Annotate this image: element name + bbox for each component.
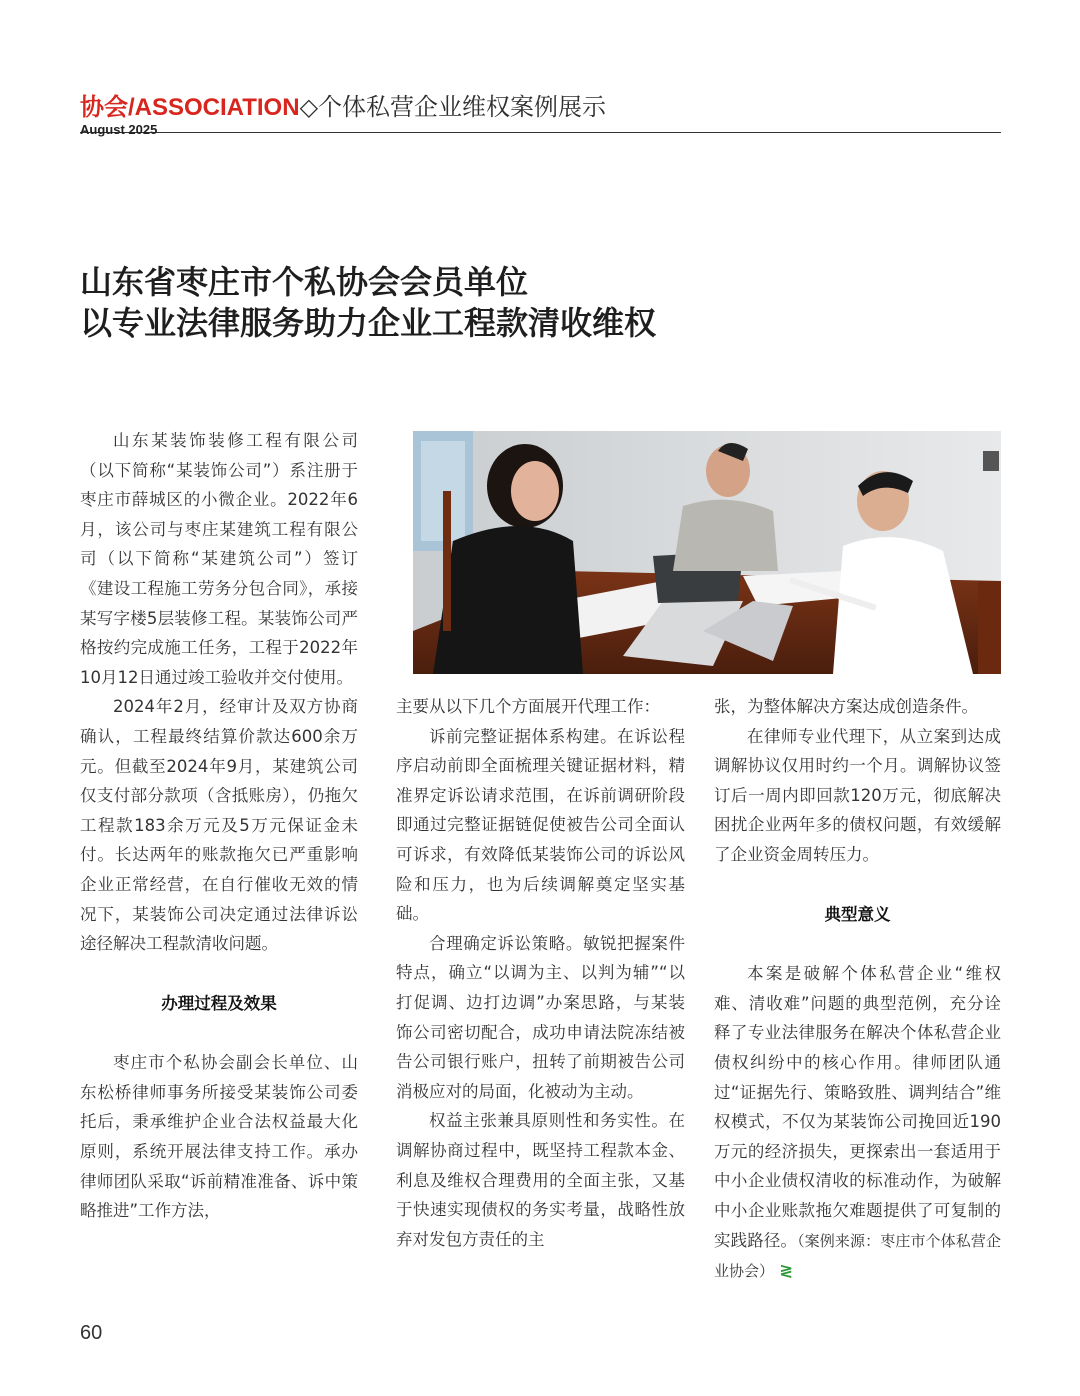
case-source: （案例来源：枣庄市个体私营企业协会） [714, 1231, 1001, 1281]
column-3 [714, 692, 1001, 1287]
header-association: 协会/ASSOCIATION [80, 94, 300, 121]
paragraph: 权益主张兼具原则性和务实性。在调解协商过程中，既坚持工程款本金、利息及维权合理费用的全面主张，又基于快速实现债权的务实考量，战略性放弃对发包方责任的主 [396, 1111, 685, 1249]
section-heading-significance: 典型意义 [824, 904, 891, 924]
paragraph [714, 959, 1001, 1287]
paragraph: 在律师专业代理下，从立案到达成调解协议仅用时约一个月。调解协议签订后一周内即回款120万元，彻底解决困扰企业两年多的债权问题，有效缓解了企业资金周转压力。 [714, 726, 1001, 864]
page-number: 60 [80, 1322, 103, 1344]
header-section: 个体私营企业维权案例展示 [318, 93, 607, 121]
paragraph-text: 本案是破解个体私营企业“维权难、清收难”问题的典型范例，充分诠释了专业法律服务在解决个体私营企业债权纠纷中的核心作用。律师团队通过“证据先行、策略致胜、调判结合”维权模式，不仅为某装饰公司挽回近190万元的经济损失，更探索出一套适用于中小企业债权清收的标准动作，为破解中小企业账款拖欠难题提供了可复制的实践路径。 [714, 964, 1001, 1250]
paragraph: 张，为整体解决方案达成创造条件。 [714, 697, 978, 716]
paragraph: 枣庄市个私协会副会长单位、山东松桥律师事务所接受某装饰公司委托后，秉承维护企业合法权益最大化原则，系统开展法律支持工作。承办律师团队采取“诉前精准准备、诉中策略推进”工作方法， [80, 1053, 358, 1221]
page-header [80, 92, 1001, 137]
column-2 [396, 692, 685, 1254]
header-line [80, 92, 606, 123]
title-line-2: 以专业法律服务助力企业工程款清收维权 [80, 304, 657, 342]
article-title [80, 262, 1000, 344]
meeting-photo-illustration [413, 431, 1001, 674]
paragraph: 山东某装饰装修工程有限公司（以下简称“某装饰公司”）系注册于枣庄市薛城区的小微企业。2022年6月，该公司与枣庄某建筑工程有限公司（以下简称“某建筑公司”）签订《建设工程施工劳务分包合同》，承接某写字楼5层装修工程。某装饰公司严格按约完成施工任务，工程于2022年10月12日通过竣工验收并交付使用。 [80, 431, 358, 687]
meeting-photo [413, 431, 1001, 674]
section-heading-process: 办理过程及效果 [161, 993, 277, 1013]
title-line-1: 山东省枣庄市个私协会会员单位 [80, 263, 529, 301]
header-date: August 2025 [80, 122, 158, 137]
paragraph: 2024年2月，经审计及双方协商确认，工程最终结算价款达600余万元。但截至2024年9月，某建筑公司仅支付部分款项（含抵账房），仍拖欠工程款183余万元及5万元保证金未付。长达两年的账款拖欠已严重影响企业正常经营，在自行催收无效的情况下，某装饰公司决定通过法律诉讼途径解决工程款清收问题。 [80, 697, 358, 954]
diamond-icon: ◇ [299, 93, 319, 121]
paragraph: 主要从以下几个方面展开代理工作： [396, 697, 660, 716]
paragraph: 合理确定诉讼策略。敏锐把握案件特点，确立“以调为主、以判为辅”“以打促调、边打边调”办案思路，与某装饰公司密切配合，成功申请法院冻结被告公司银行账户，扭转了前期被告公司消极应对的局面，化被动为主动。 [396, 933, 685, 1101]
column-1 [80, 426, 358, 1226]
end-mark-icon: ≷ [779, 1261, 794, 1281]
paragraph: 诉前完整证据体系构建。在诉讼程序启动前即全面梳理关键证据材料，精准界定诉讼请求范围，在诉前调研阶段即通过完整证据链促使被告公司全面认可诉求，有效降低某装饰公司的诉讼风险和压力，也为后续调解奠定坚实基础。 [396, 726, 685, 924]
